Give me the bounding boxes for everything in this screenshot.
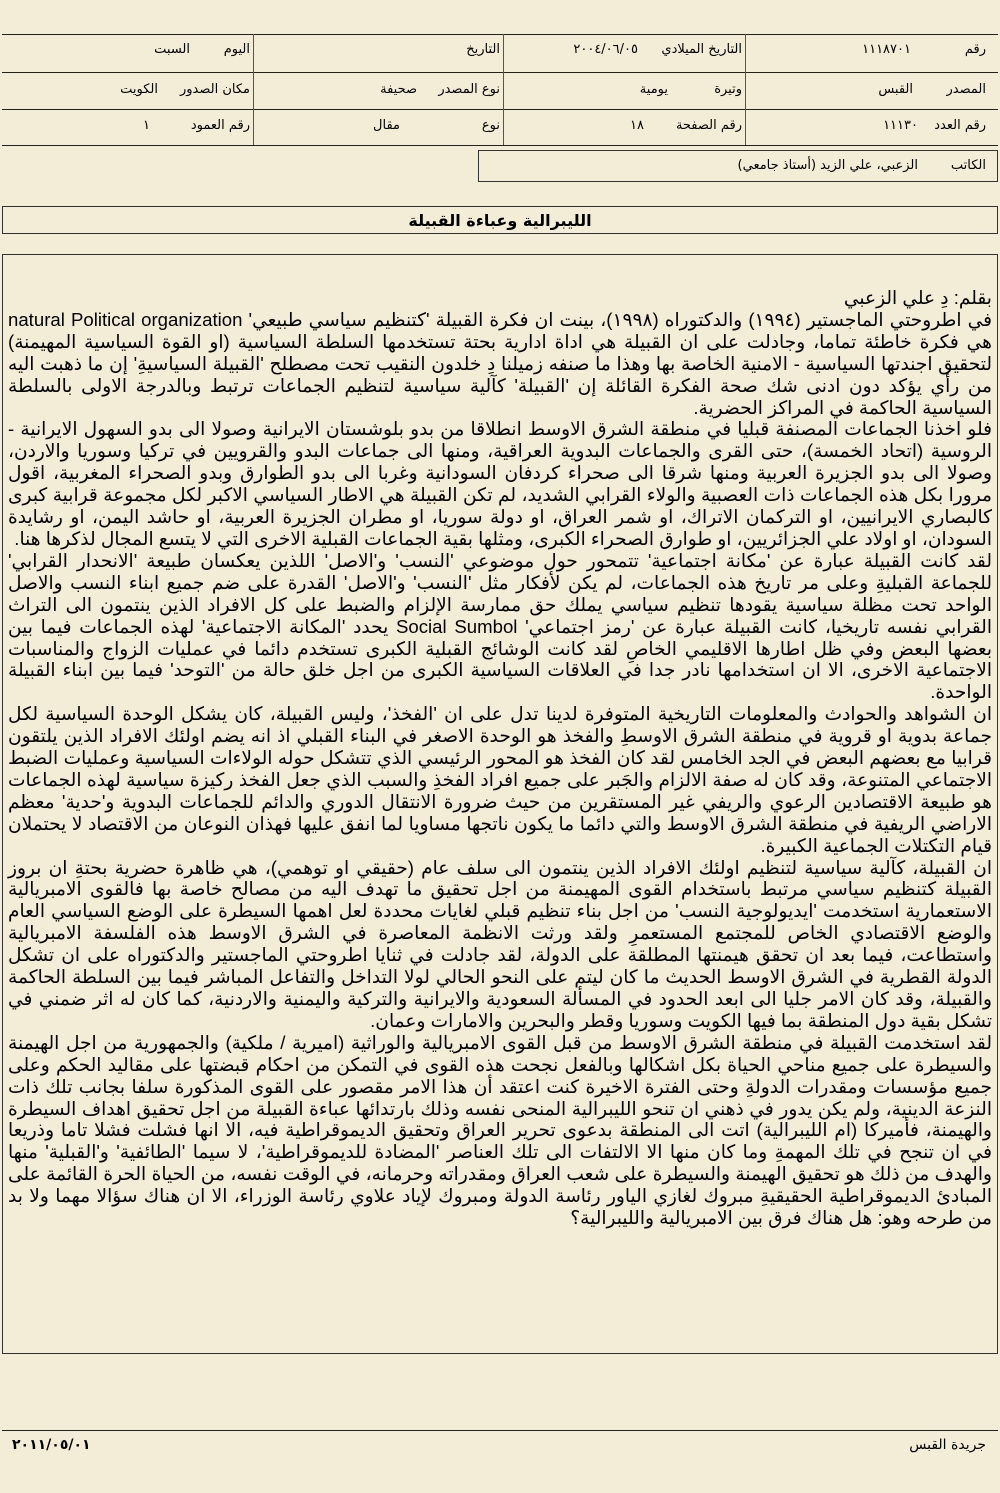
frequency-value: يومية (639, 82, 668, 97)
article-title: الليبرالية وعباءة القبيلة (408, 211, 592, 230)
number-value: ١١١٨٧٠١ (862, 42, 911, 57)
page-label: رقم الصفحة (675, 118, 742, 133)
header-rule (2, 109, 998, 110)
article-body (8, 287, 992, 1229)
header-rule (2, 34, 998, 35)
source-value: القبس (878, 82, 913, 97)
source-label: المصدر (946, 82, 986, 97)
header-divider (745, 34, 746, 145)
date-label: التاريخ (466, 42, 500, 57)
paragraph-6: لقد استخدمت القبيلة في منطقة الشرق الاوسط من قبل القوى الامبريالية والوراثية (اميرية / ملكية) والجمهورية من اجل الهيمنة والسيطرة على جميع مناحي الحياة بكل اشكالها وبالفعل نجحت هذه القوى في التمكن من احكام قبضتها على مقاليد الحكم وعلى جميع مؤسسات ومقدرات الدولةِ وحتى الفترة الاخيرة كنت اعتقد أن هذا الامر مقصور على القوى المذكورة سلفا بجانب تلك ذات النزعة الدينية، ولم يكن يدور في ذهني ان تنحو الليبرالية المنحى نفسه وذلك بارتدائها عباءة القبيلة من اجل تحقيق اهداف السيطرة والهيمنة، فأميركا (ام الليبرالية) اتت الى المنطقة بدعوى تحرير العراق وتحقيق الديموقراطية فيه، الا انها فشلت فشلا تاما وذريعا في ان تنجح في تلك المهمةِ وما كان منها الا الالتفات الى تلك العناصر 'المضادة للديموقراطية'، لا سيما 'الطائفية' و'القبلية' منها والهدف من ذلك هو تحقيق الهيمنة والسيطرة على شعب العراق ومقدراته وحرمانه، في الوقت نفسه، من الحياة الحرة القائمة على المبادئ الديموقراطية الحقيقيةِ مبروك لغازي الياور رئاسة الدولة ومبروك لإياد علاوي رئاسة الوزراء، الا ان هناك سؤالا مهما ولا بد من طرحه وهو: هل هناك فرق بين الامبريالية والليبرالية؟ (8, 1031, 992, 1229)
writer-label: الكاتب (950, 158, 986, 173)
page-value: ١٨ (630, 118, 644, 133)
paragraph-2: فلو اخذنا الجماعات المصنفة قبليا في منطقة الشرق الاوسط انطلاقا من بدو بلوشستان الايرانية وصولا الى بدو السهول الايرانية - الروسية (اتحاد الخمسة)، حتى القرى والجماعات البدوية العراقية، ومنها الى جماعات البدو والقرويين في تركيا وسوريا والاردن، وصولا الى بدو الجزيرة العربية ومنها شرقا الى صحراء كردفان السودانية وغربا الى بدو الطوارق وبدو الصحراء المغربية، اقول مرورا بكل هذه الجماعات ذات العصبية والولاء القرابي الشديد، لم تكن القبيلة هي الاطار السياسي الاكبر لكل مجموعة قرابية كبرى كالبصاري الايرانيين، او التركمان الاتراك، او شمر العراق، او دولة سوريا، او مطران الجزيرة العربية، او حاشد اليمن، او رشايدة السودان، او اولاد علي الجزائريين، او طوارق الصحراء الكبرى، ومثلها بقية الجماعات القبلية الاخرى التي لا يتسع المجال لذكرها هنا. (8, 418, 992, 549)
source-type-value: صحيفة (380, 82, 417, 97)
header-rule (2, 145, 998, 146)
footer-rule (2, 1430, 998, 1431)
source-type-label: نوع المصدر (438, 82, 500, 97)
gregorian-date-label: التاريخ الميلادي (661, 42, 742, 57)
footer-date: ٢٠١١/٠٥/٠١ (12, 1437, 91, 1453)
issue-label: رقم العدد (934, 118, 986, 133)
gregorian-date-value: ٢٠٠٤/٠٦/٠٥ (573, 42, 638, 57)
number-label: رقم (964, 42, 986, 57)
place-label: مكان الصدور (179, 82, 250, 97)
place-value: الكويت (120, 82, 158, 97)
issue-value: ١١١٣٠ (883, 118, 918, 133)
paragraph-3: لقد كانت القبيلة عبارة عن 'مكانة اجتماعية' تتمحور حول موضوعي 'النسب' و'الاصل' اللذين يعكسان طبيعة 'الانحدار القرابي' للجماعة القبليةِ وعلى مر تاريخ هذه الجماعات، لم يكن لأفكار مثل 'النسب' و'الاصل' القدرة على ضم جميع ابناء النسب والاصل الواحد تحت مظلة سياسية يقودها تنظيم سياسي يملك حق ممارسة الإلزام والضبط على كل الافراد الذين ينتمون الى التراث القرابي نفسه تاريخيا، كانت القبيلة عبارة عن 'رمز اجتماعي' Social Sumbol يحدد 'المكانة الاجتماعية' لهذه الجماعات فيما بين بعضها البعض وفي ظل اطارها الاقليمي الخاصِ لقد كانت الوشائج القبلية الكبرى تستخدم دائما في عمليات الزواج والمناسبات الاجتماعية الاخرى، الا ان استخدامها نادر جدا في العلاقات السياسية الكبرى من اجل خلق حالة من 'التوحد' فيما بين ابناء القبيلة الواحدة. (8, 549, 992, 703)
type-value: مقال (373, 118, 400, 133)
header-divider (253, 34, 254, 145)
paragraph-4: ان الشواهد والحوادث والمعلومات التاريخية المتوفرة لدينا تدل على ان 'الفخذ'، وليس القبيلة، كان يشكل الوحدة السياسية لكل جماعة بدوية او قروية في منطقة الشرق الاوسطِ والفخذ هو الوحدة الاصغر في البناء القبلي اذ انه يضم اولئك الافراد الذين يلتقون قرابيا مع بعضهم البعض في الجد الخامس لقد كان الفخذ هو المحور الرئيسي الذي تتشكل حوله الولاءات السياسية وعمليات الضبط الاجتماعي المتنوعة، وقد كان له صفة الالزام والجَبر على جميع افراد الفخذِ والسبب الذي جعل الفخذ ركيزة سياسية لهذه الجماعات هو طبيعة الاقتصادين الرعوي والريفي غير المستقرين من حيث ضرورة الانتقال الدوري والدائم للجماعات البدوية و'حدية' معظم الاراضي الريفية في منطقة الشرق الاوسط والتي دائما ما يكون ناتجها مساويا لما انفق عليها فهذان النوعان من الاقتصاد لا يحتملان قيام التكتلات الجماعية الكبيرة. (8, 703, 992, 856)
header-rule (2, 72, 998, 73)
frequency-label: وتيرة (714, 82, 742, 97)
day-value: السبت (154, 42, 190, 57)
column-label: رقم العمود (190, 118, 250, 133)
day-label: اليوم (223, 42, 250, 57)
type-label: نوع (481, 118, 500, 133)
writer-value: الزعبي، علي الزيد (أستاذ جامعي) (737, 158, 918, 173)
title-box (2, 206, 998, 234)
footer-newspaper: جريدة القبس (909, 1437, 986, 1453)
header-divider (503, 34, 504, 145)
byline: بقلم: دِ علي الزعبي (843, 287, 992, 308)
paragraph-1: في اطروحتي الماجستير (١٩٩٤) والدكتوراه (١٩٩٨)، بينت ان فكرة القبيلة 'كتنظيم سياسي طبيعي' natural Political organization هي فكرة خاطئة تماما، وجادلت على ان القبيلة هي اداة ادارية بحتة تستخدمها السلطة السياسية (او القوة السياسية المهيمنة) لتحقيق اجندتها السياسية - الامنية الخاصة بها وهذا ما صنفه زميلنا دِ خلدون النقيب تحت مصطلح 'القبيلة السياسيةِ' إن ما ذهبت اليه من رأي يؤكد دون ادنى شك صحة الفكرة القائلة إن 'القبيلة' كآلية سياسية لتنظيم الجماعات ترتبط وبالدرجة الاولى بالسلطة السياسية الحاكمة في المراكز الحضرية. (8, 308, 992, 418)
paragraph-5: ان القبيلة، كآلية سياسية لتنظيم اولئك الافراد الذين ينتمون الى سلف عام (حقيقي او توهمي)، هي ظاهرة حضرية بحتةِ ان بروز القبيلة كتنظيم سياسي مرتبط باستخدام القوى المهيمنة من اجل تحقيق ما تهدف اليه من مصالح خاصة بها فالقوى الامبريالية الاستعمارية استخدمت 'ايديولوجية النسب' من اجل بناء تنظيم قبلي لغايات محددة لعل اهمها السيطرة على الوضع السياسي العام والوضع الاقتصادي الخاص للمجتمع المستعمرِ ولقد ورثت الانظمة المعاصرة في الشرق الاوسط هذه الفلسفة الامبريالية واستطاعت، فيما بعد ان تحقق هيمنتها المطلقة على الدولة، لقد جادلت في ثنايا اطروحتي الماجستير والدكتوراه على ان تشكل الدولة القطرية في الشرق الاوسط الحديث ما كان ليتم على النحو الحالي لولا التداخل والتفاعل المباشر فيما بين السلطة الحاكمة والقبيلة، وقد كان الامر جليا الى ابعد الحدود في المسألة السعودية والايرانية والتركية واليمنية والاردنية، كما كان له اثر ضمني في تشكل بقية دول المنطقة بما فيها الكويت وسوريا وقطر والبحرين والامارات وعمان. (8, 856, 992, 1031)
column-value: ١ (143, 118, 150, 133)
